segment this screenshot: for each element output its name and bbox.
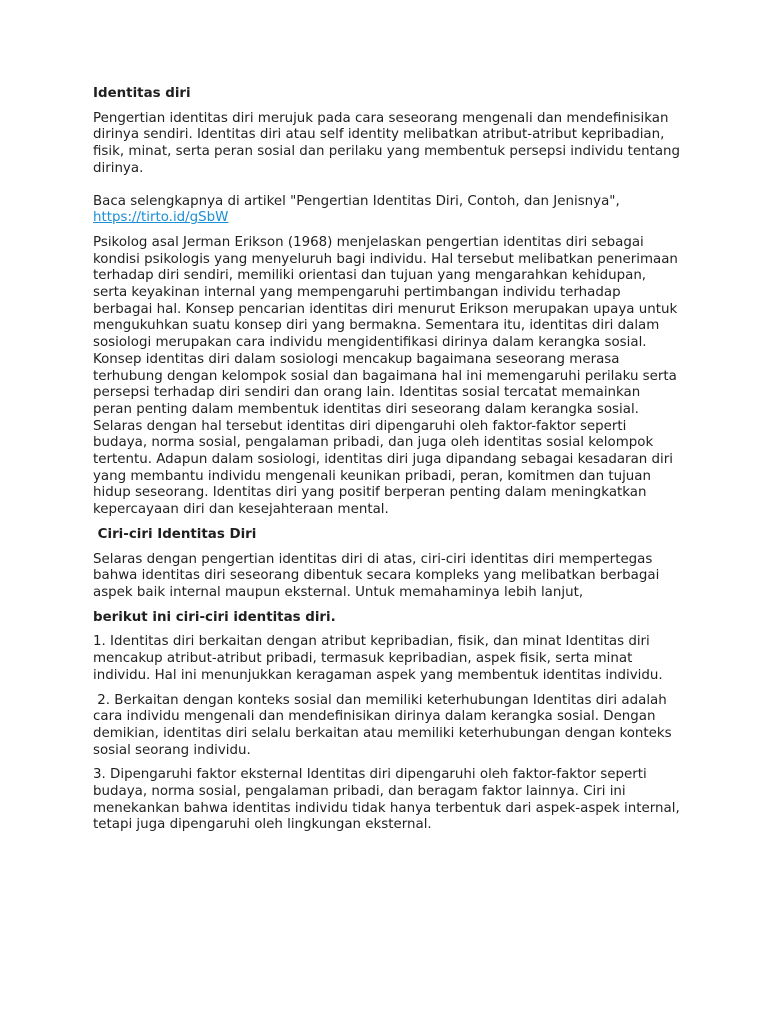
erikson-paragraph: Psikolog asal Jerman Erikson (1968) menjelaskan pengertian identitas diri sebagai kondisi psikologis yang menyeluruh bagi individu. Hal tersebut melibatkan penerimaan terhadap diri sendiri, memiliki orientasi dan tujuan yang mengarahkan kehidupan, serta keyakinan internal yang mempengaruhi pertimbangan individu terhadap berbagai hal. Konsep pencarian identitas diri menurut Erikson merupakan upaya untuk mengukuhkan suatu konsep diri yang bermakna. Sementara itu, identitas diri dalam sosiologi merupakan cara individu mengidentifikasi dirinya dalam kerangka sosial. Konsep identitas diri dalam sosiologi mencakup bagaimana seseorang merasa terhubung dengan kelompok sosial dan bagaimana hal ini memengaruhi perilaku serta persepsi terhadap diri sendiri dan orang lain. Identitas sosial tercatat memainkan peran penting dalam membentuk identitas diri seseorang dalam kerangka sosial. Selaras dengan hal tersebut identitas diri dipengaruhi oleh faktor-faktor seperti budaya, norma sosial, pengalaman pribadi, dan juga oleh identitas sosial kelompok tertentu. Adapun dalam sosiologi, identitas diri juga dipandang sebagai kesadaran diri yang membantu individu mengenali keunikan pribadi, peran, komitmen dan tujuan hidup seseorang. Identitas diri yang positif berperan penting dalam meningkatkan kepercayaan diri dan kesejahteraan mental.: [93, 234, 678, 518]
intro-paragraph: Pengertian identitas diri merujuk pada cara seseorang mengenali dan mendefinisikan dirinya sendiri. Identitas diri atau self identity melibatkan atribut-atribut kepribadian, fisik, minat, serta peran sosial dan perilaku yang membentuk persepsi individu tentang dirinya.: [93, 110, 681, 176]
ciri-heading: Ciri-ciri Identitas Diri: [93, 526, 257, 542]
document-page: [93, 86, 683, 842]
read-more-text: Baca selengkapnya di artikel "Pengertian Identitas Diri, Contoh, dan Jenisnya",: [93, 193, 620, 209]
read-more-link[interactable]: https://tirto.id/gSbW: [93, 210, 229, 226]
read-more-paragraph: [93, 194, 683, 227]
ciri-intro-paragraph: Selaras dengan pengertian identitas diri di atas, ciri-ciri identitas diri mempertegas bahwa identitas diri seseorang dibentuk secara kompleks yang melibatkan berbagai aspek baik internal maupun eksternal. Untuk memahaminya lebih lanjut,: [93, 551, 660, 600]
paragraph-spacer: [93, 178, 683, 194]
list-item-3: 3. Dipengaruhi faktor eksternal Identitas diri dipengaruhi oleh faktor-faktor seperti budaya, norma sosial, pengalaman pribadi, dan beragam faktor lainnya. Ciri ini menekankan bahwa identitas individu tidak hanya terbentuk dari aspek-aspek internal, tetapi juga dipengaruhi oleh lingkungan eksternal.: [93, 767, 680, 833]
list-item-2: 2. Berkaitan dengan konteks sosial dan memiliki keterhubungan Identitas diri adalah cara individu mengenali dan mendefinisikan dirinya dalam kerangka sosial. Dengan demikian, identitas diri selalu berkaitan atau memiliki keterhubungan dengan konteks sosial seorang individu.: [93, 692, 676, 758]
list-item-1: 1. Identitas diri berkaitan dengan atribut kepribadian, fisik, dan minat Identitas diri mencakup atribut-atribut pribadi, termasuk kepribadian, aspek fisik, serta minat individu. Hal ini menunjukkan keragaman aspek yang membentuk identitas individu.: [93, 634, 663, 683]
ciri-subheading: berikut ini ciri-ciri identitas diri.: [93, 609, 336, 625]
doc-title: Identitas diri: [93, 86, 191, 101]
